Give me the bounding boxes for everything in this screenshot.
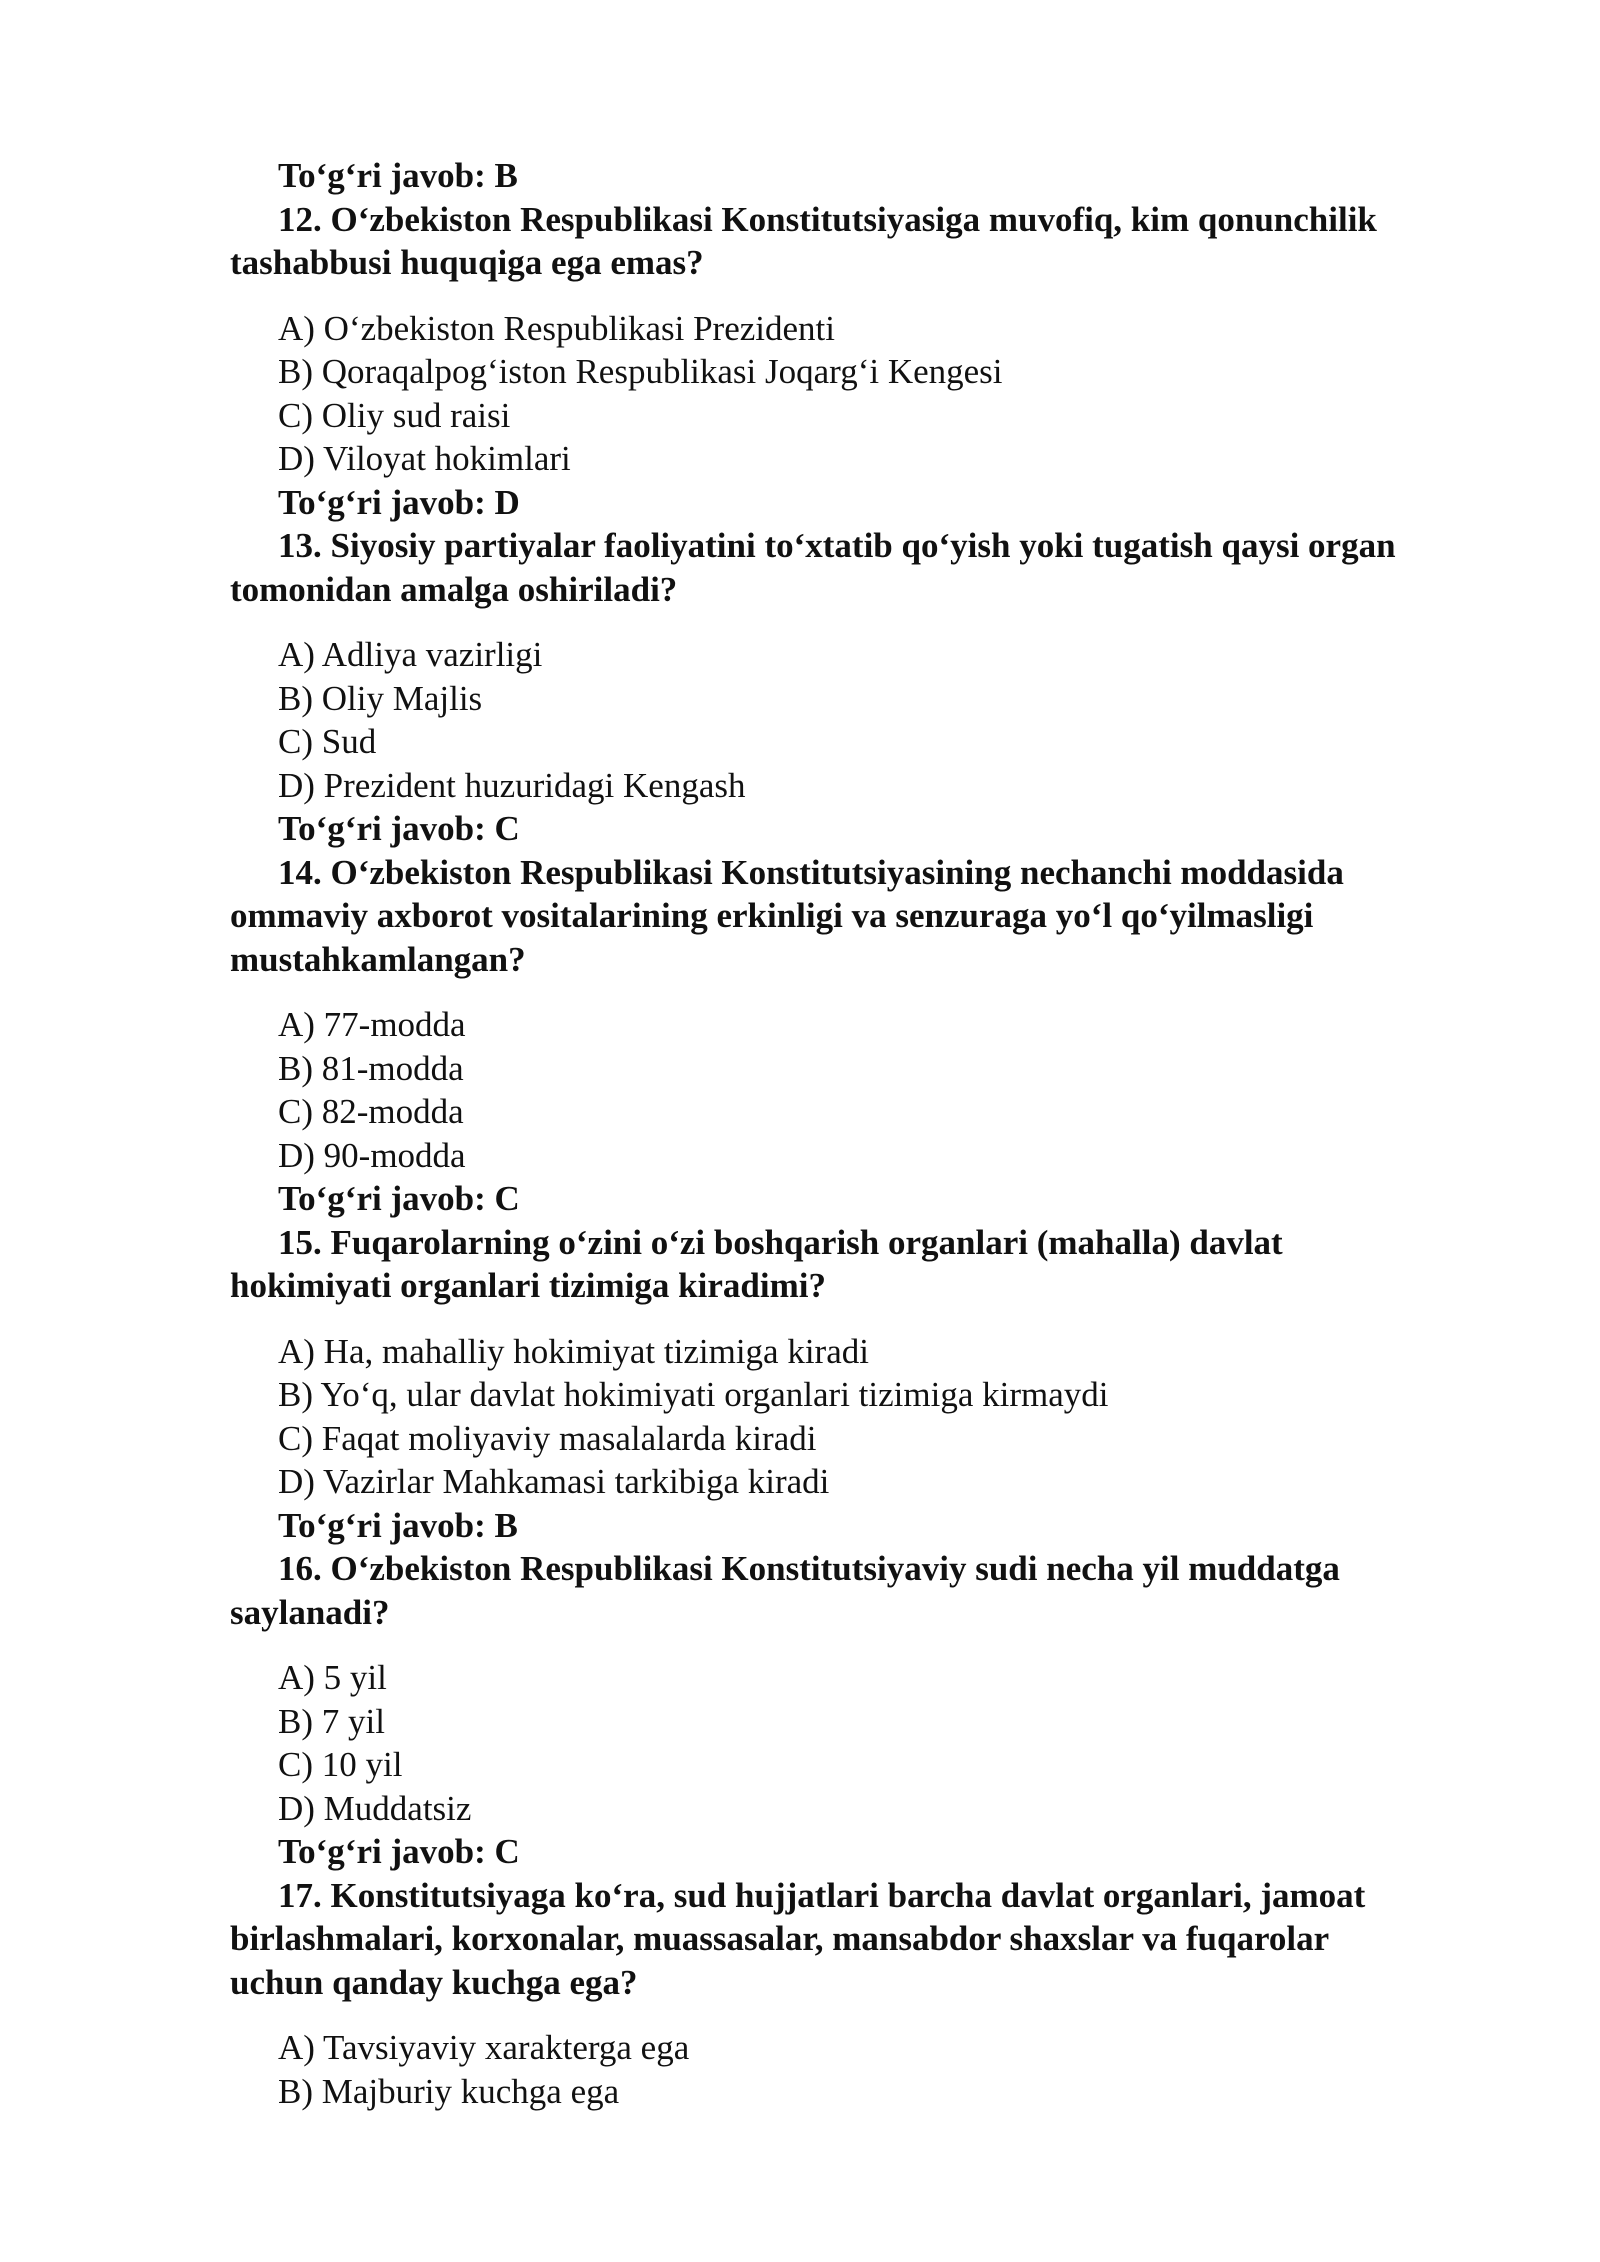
option-b: B) Qoraqalpog‘iston Respublikasi Joqarg‘i Kengesi <box>278 352 1003 391</box>
question-block <box>230 1547 1490 1874</box>
question-text-line: 12. O‘zbekiston Respublikasi Konstitutsiyasiga muvofiq, kim qonunchilik <box>278 199 1377 239</box>
document-content <box>230 154 1490 2113</box>
option-c: C) Faqat moliyaviy masalalarda kiradi <box>278 1418 817 1458</box>
answer-line: To‘g‘ri javob: D <box>278 482 520 522</box>
option-b: B) Oliy Majlis <box>278 678 483 718</box>
options-list <box>230 307 1490 481</box>
answer-line: To‘g‘ri javob: B <box>278 156 518 195</box>
answer-line: To‘g‘ri javob: C <box>278 1832 520 1871</box>
question-text-line: uchun qanday kuchga ega? <box>230 1962 638 2002</box>
answer-line: To‘g‘ri javob: C <box>278 1179 520 1218</box>
answer-line: To‘g‘ri javob: B <box>278 1505 518 1545</box>
option-a: A) O‘zbekiston Respublikasi Prezidenti <box>278 308 835 348</box>
option-a: A) 77-modda <box>278 1005 466 1044</box>
option-d: D) Prezident huzuridagi Kengash <box>278 765 746 805</box>
question-text-line: 15. Fuqarolarning o‘zini o‘zi boshqarish organlari (mahalla) davlat <box>278 1222 1283 1262</box>
question-text-line: birlashmalari, korxonalar, muassasalar, mansabdor shaxslar va fuqarolar <box>230 1919 1330 1958</box>
option-c: C) Sud <box>278 722 377 761</box>
option-a: A) Tavsiyaviy xarakterga ega <box>278 2028 690 2067</box>
option-c: C) 82-modda <box>278 1092 464 1131</box>
question-text-line: 13. Siyosiy partiyalar faoliyatini to‘xtatib qo‘yish yoki tugatish qaysi organ <box>278 526 1396 565</box>
question-block <box>230 851 1490 1221</box>
question-text-line: 16. O‘zbekiston Respublikasi Konstitutsiyaviy sudi necha yil muddatga <box>278 1549 1340 1588</box>
answer-line: To‘g‘ri javob: C <box>278 809 520 848</box>
question-text-line: 17. Konstitutsiyaga ko‘ra, sud hujjatlari barcha davlat organlari, jamoat <box>278 1875 1366 1915</box>
option-b: B) 81-modda <box>278 1048 464 1088</box>
options-list <box>230 2026 1490 2113</box>
option-c: C) 10 yil <box>278 1745 403 1784</box>
option-d: D) 90-modda <box>278 1135 466 1175</box>
question-text-line: ommaviy axborot vositalarining erkinligi va senzuraga yo‘l qo‘yilmasligi <box>230 896 1314 935</box>
option-a: A) 5 yil <box>278 1658 387 1697</box>
question-block <box>230 524 1490 851</box>
question-text-line: tomonidan amalga oshiriladi? <box>230 569 678 609</box>
option-c: C) Oliy sud raisi <box>278 395 511 435</box>
question-block <box>230 1874 1490 2114</box>
options-list <box>230 1003 1490 1177</box>
option-d: D) Viloyat hokimlari <box>278 439 571 478</box>
option-a: A) Ha, mahalliy hokimiyat tizimiga kiradi <box>278 1331 869 1371</box>
option-b: B) 7 yil <box>278 1701 385 1741</box>
option-d: D) Vazirlar Mahkamasi tarkibiga kiradi <box>278 1462 830 1501</box>
question-text-line: tashabbusi huquqiga ega emas? <box>230 243 704 282</box>
options-list <box>230 633 1490 807</box>
question-block <box>230 1221 1490 1548</box>
option-a: A) Adliya vazirligi <box>278 635 543 674</box>
question-text-line: 14. O‘zbekiston Respublikasi Konstitutsiyasining nechanchi moddasida <box>278 852 1344 892</box>
options-list <box>230 1656 1490 1830</box>
question-text-line: saylanadi? <box>230 1592 390 1632</box>
option-b: B) Yo‘q, ular davlat hokimiyati organlari tizimiga kirmaydi <box>278 1375 1109 1414</box>
option-d: D) Muddatsiz <box>278 1788 472 1828</box>
question-text-line: hokimiyati organlari tizimiga kiradimi? <box>230 1266 826 1305</box>
question-text-line: mustahkamlangan? <box>230 939 526 979</box>
option-b: B) Majburiy kuchga ega <box>278 2071 620 2111</box>
options-list <box>230 1330 1490 1504</box>
question-block <box>230 198 1490 525</box>
